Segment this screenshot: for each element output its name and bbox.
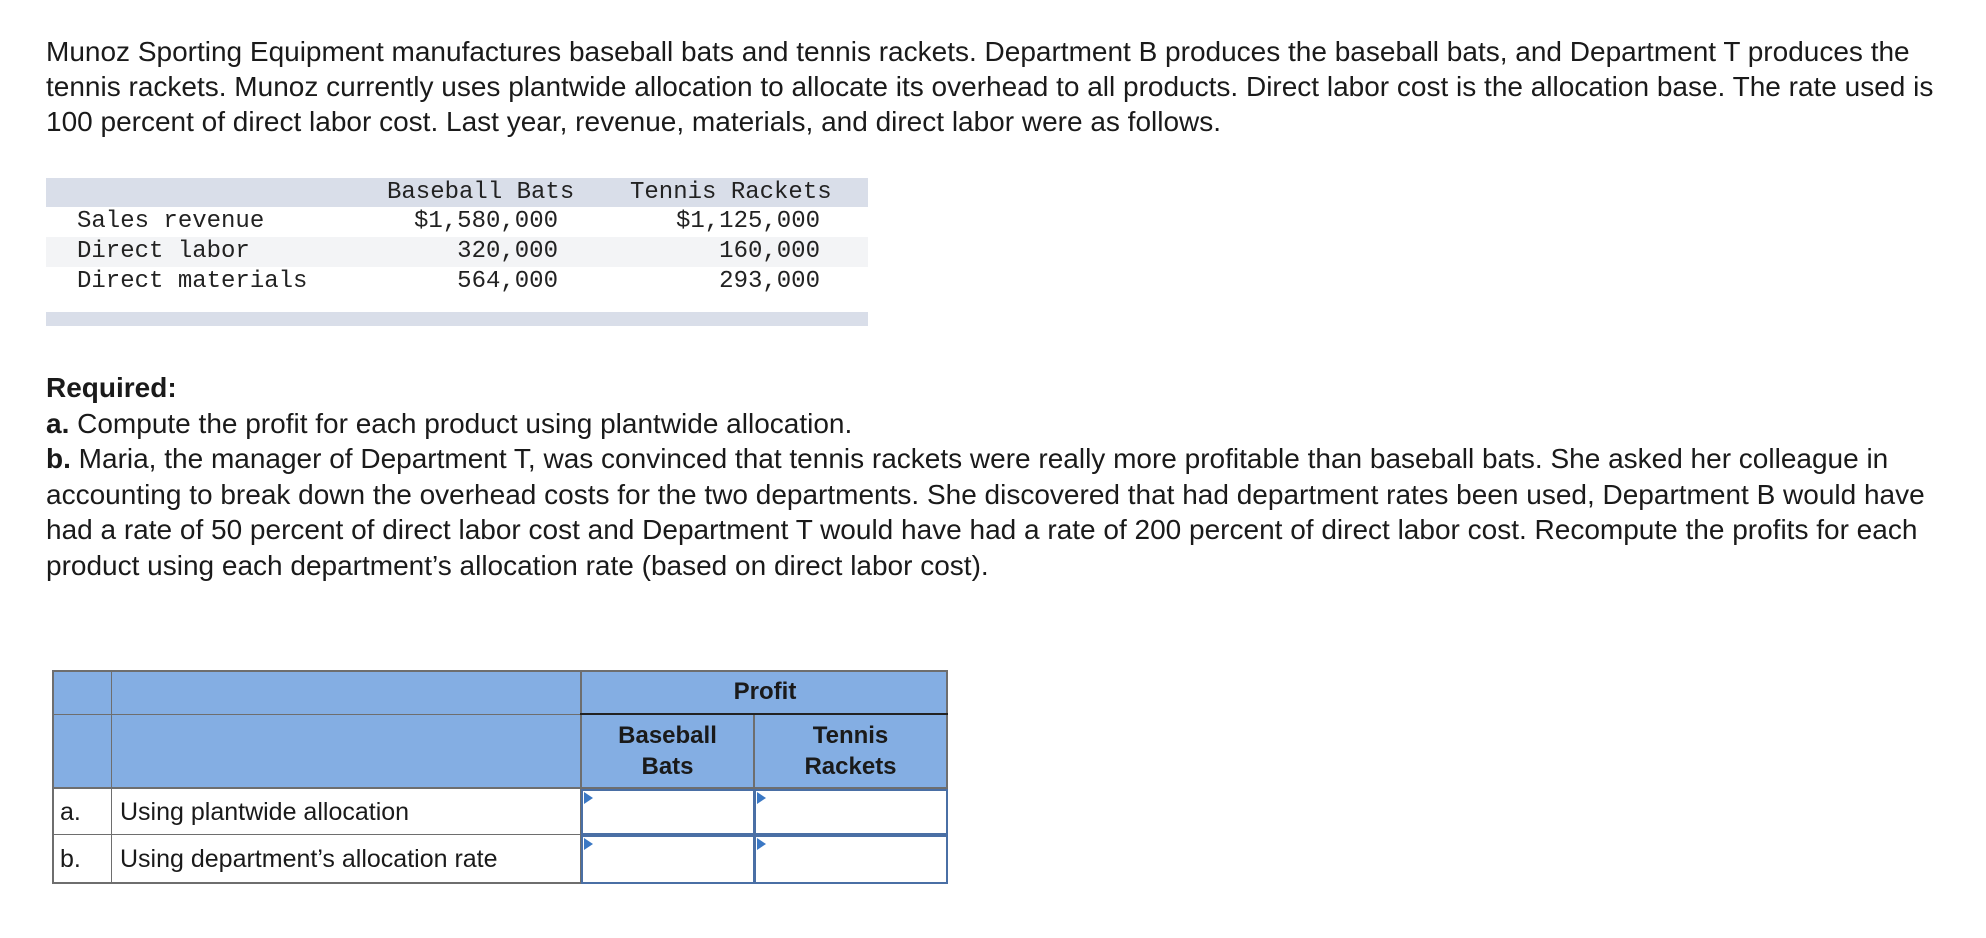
sales-revenue-bats: $1,580,000 <box>413 208 558 235</box>
data-table-footer-band <box>46 312 868 326</box>
row-a-label: Using plantwide allocation <box>120 798 410 826</box>
input-marker-icon <box>757 792 766 804</box>
requirement-a <box>46 406 1946 442</box>
requirement-a-label: a. <box>46 407 70 439</box>
col-header-baseball-bats-line2: Bats <box>641 753 694 780</box>
answer-table <box>52 670 948 884</box>
row-b-label: Using department’s allocation rate <box>120 845 498 873</box>
profit-input-a-rackets[interactable] <box>754 789 948 835</box>
col-header-tennis-rackets <box>755 720 946 782</box>
required-section <box>46 370 1946 583</box>
profit-header: Profit <box>733 678 797 705</box>
profit-input-b-rackets[interactable] <box>754 835 948 884</box>
col-header-tennis-rackets-line2: Rackets <box>804 753 897 780</box>
input-marker-icon <box>584 838 593 850</box>
row-b-letter: b. <box>60 845 81 873</box>
profit-input-b-bats[interactable] <box>581 835 755 884</box>
col-header-baseball-bats <box>582 720 753 782</box>
requirement-b-label: b. <box>46 443 71 474</box>
row-label-direct-labor: Direct labor <box>77 238 250 265</box>
requirement-a-text: Compute the profit for each product using plantwide allocation. <box>77 407 853 439</box>
requirement-b <box>46 441 1946 583</box>
grid-line <box>580 713 948 715</box>
grid-line <box>111 670 112 884</box>
row-a-letter: a. <box>60 798 81 826</box>
profit-input-a-bats[interactable] <box>581 789 755 835</box>
direct-labor-rackets: 160,000 <box>719 238 820 265</box>
row-label-sales-revenue: Sales revenue <box>77 208 265 235</box>
col-header-baseball-bats-line1: Baseball <box>618 722 717 749</box>
grid-line <box>52 882 582 884</box>
header-tennis-rackets: Tennis Rackets <box>630 179 832 206</box>
col-header-tennis-rackets-line1: Tennis <box>812 722 889 749</box>
input-marker-icon <box>584 792 593 804</box>
direct-materials-bats: 564,000 <box>457 268 558 295</box>
data-table <box>46 178 868 326</box>
direct-labor-bats: 320,000 <box>457 238 558 265</box>
header-baseball-bats: Baseball Bats <box>387 179 575 206</box>
direct-materials-rackets: 293,000 <box>719 268 820 295</box>
row-label-direct-materials: Direct materials <box>77 268 308 295</box>
sales-revenue-rackets: $1,125,000 <box>675 208 820 235</box>
problem-intro <box>46 34 1946 139</box>
grid-line <box>52 714 582 715</box>
requirement-b-text: Maria, the manager of Department T, was convinced that tennis rackets were really more profitable than baseball bats. She asked her colleague in accounting to break down the overhead costs for the two departments. She discovered that had department rates been used, Department B would have had a rate of 50 percent of direct labor cost and Department T would have had a rate of 200 percent of direct labor cost. Recompute the profits for each product using each department’s allocation rate (based on direct labor cost). <box>46 443 1925 581</box>
required-heading: Required: <box>46 372 177 403</box>
grid-line <box>52 670 54 884</box>
input-marker-icon <box>757 838 766 850</box>
grid-line <box>52 670 948 672</box>
intro-text: Munoz Sporting Equipment manufactures baseball bats and tennis rackets. Department B produces the baseball bats, and Department T produces the tennis rackets. Munoz currently uses plantwide allocation to allocate its overhead to all products. Direct labor cost is the allocation base. The rate used is 100 percent of direct labor cost. Last year, revenue, materials, and direct labor were as follows. <box>46 36 1934 137</box>
